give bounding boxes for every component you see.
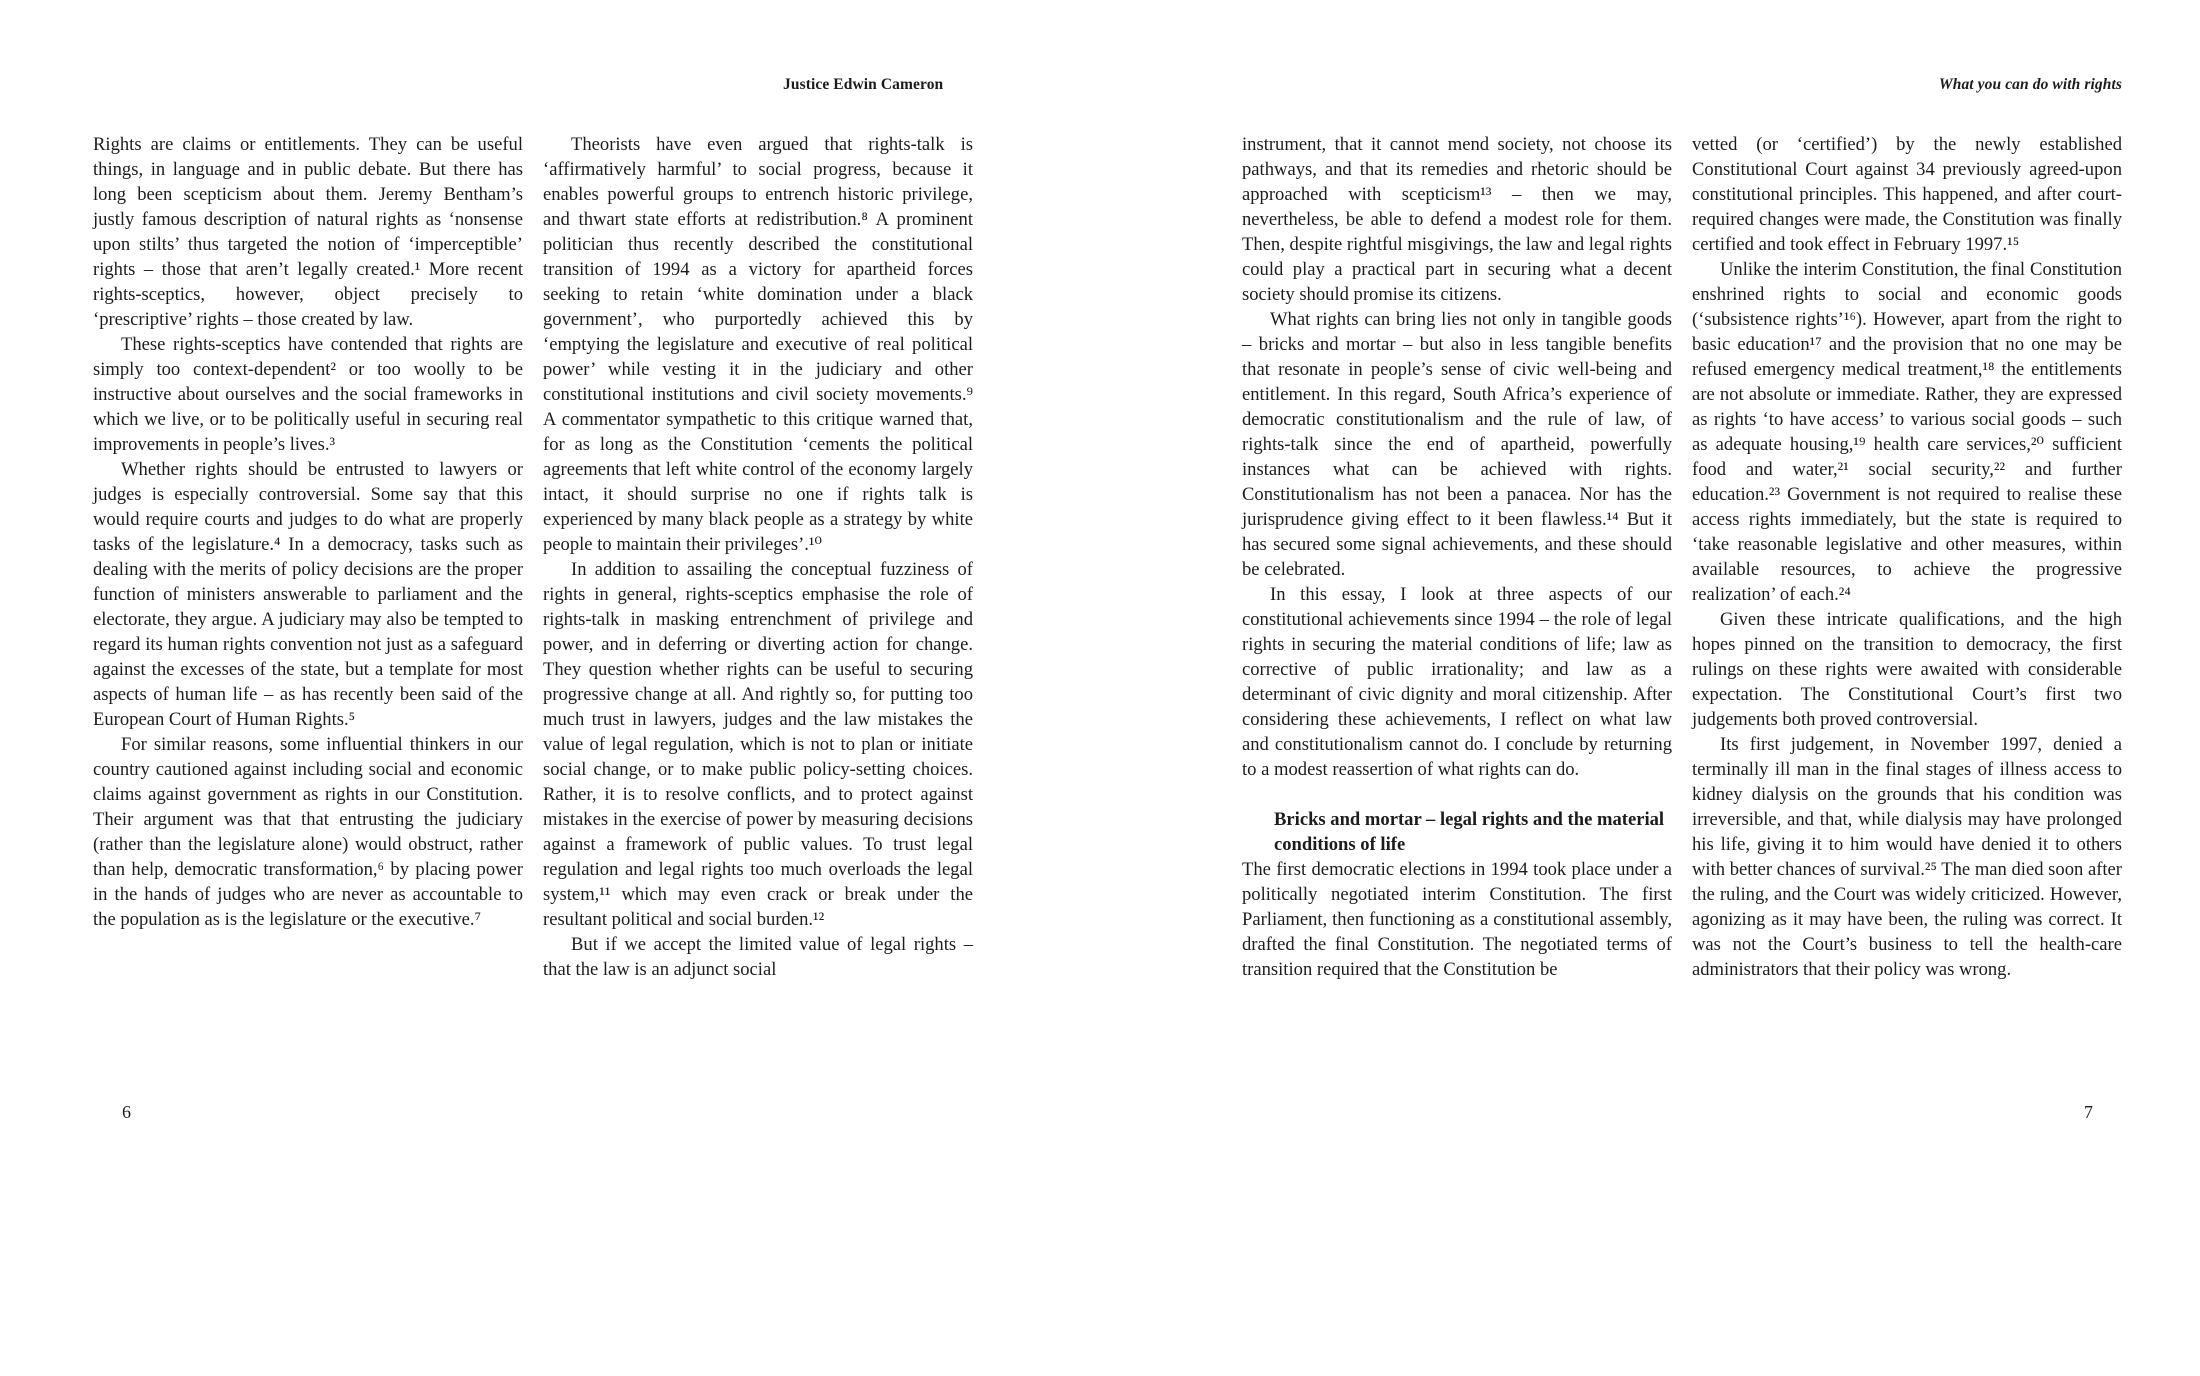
running-head: Justice Edwin Cameron xyxy=(783,76,944,93)
paragraph: What rights can bring lies not only in tangible goods – bricks and mortar – but also in less tangible benefits that resonate in people’s sense of civic well-being and entitlement. In this regard, South Africa’s experience of democratic constitutionalism and the rule of law, of rights-talk since the end of apartheid, powerfully instances what can be achieved with rights. Constitutionalism has not been a panacea. Nor has the jurisprudence giving effect to it been flawless.¹⁴ But it has secured some signal achievements, and these should be celebrated. xyxy=(1242,309,1672,580)
page-number: 7 xyxy=(2084,1102,2093,1122)
running-head: What you can do with rights xyxy=(1938,76,2122,93)
paragraph: These rights-sceptics have contended that rights are simply too context-dependent² or too woolly to be instructive about ourselves and the social frameworks in which we live, or to be politically useful in securing real improvements in people’s lives.³ xyxy=(93,334,523,455)
text-column-4 xyxy=(1692,132,2122,982)
paragraph: vetted (or ‘certified’) by the newly established Constitutional Court against 34 previously agreed-upon constitutional principles. This happened, and after court-required changes were made, the Constitution was finally certified and took effect in February 1997.¹⁵ xyxy=(1692,134,2122,255)
paragraph: Its first judgement, in November 1997, denied a terminally ill man in the final stages of illness access to kidney dialysis on the grounds that his condition was irreversible, and that, while dialysis may have prolonged his life, giving it to him would have denied it to others with better chances of survival.²⁵ The man died soon after the ruling, and the Court was widely criticized. However, agonizing as it may have been, the ruling was correct. It was not the Court’s business to tell the health-care administrators that their policy was wrong. xyxy=(1692,734,2122,980)
paragraph: Given these intricate qualifications, and the high hopes pinned on the transition to democracy, the first rulings on these rights were awaited with considerable expectation. The Constitutional Court’s first two judgements both proved controversial. xyxy=(1692,609,2122,730)
text-column-1 xyxy=(93,132,523,932)
text-column-3 xyxy=(1242,132,1672,982)
paragraph: Rights are claims or entitlements. They can be useful things, in language and in public debate. But there has long been scepticism about them. Jeremy Bentham’s justly famous description of natural rights as ‘nonsense upon stilts’ thus targeted the notion of ‘imperceptible’ rights – those that aren’t legally created.¹ More recent rights-sceptics, however, object precisely to ‘prescriptive’ rights – those created by law. xyxy=(93,134,523,330)
right-page xyxy=(1100,0,2200,1376)
section-heading: Bricks and mortar – legal rights and the material conditions of life xyxy=(1274,809,1665,855)
text-column-2 xyxy=(543,132,973,982)
paragraph: instrument, that it cannot mend society, not choose its pathways, and that its remedies and rhetoric should be approached with scepticism¹³ – then we may, nevertheless, be able to defend a modest role for them. Then, despite rightful misgivings, the law and legal rights could play a practical part in securing what a decent society should promise its citizens. xyxy=(1242,134,1672,305)
paragraph: Unlike the interim Constitution, the final Constitution enshrined rights to social and economic goods (‘subsistence rights’¹⁶). However, apart from the right to basic education¹⁷ and the provision that no one may be refused emergency medical treatment,¹⁸ the entitlements are not absolute or immediate. Rather, they are expressed as rights ‘to have access’ to various social goods – such as adequate housing,¹⁹ health care services,²⁰ sufficient food and water,²¹ social security,²² and further education.²³ Government is not required to realise these access rights immediately, but the state is required to ‘take reasonable legislative and other measures, within available resources, to achieve the progressive realization’ of each.²⁴ xyxy=(1692,259,2122,605)
paragraph: The first democratic elections in 1994 took place under a politically negotiated interim Constitution. The first Parliament, then functioning as a constitutional assembly, drafted the final Constitution. The negotiated terms of transition required that the Constitution be xyxy=(1242,859,1672,980)
paragraph: But if we accept the limited value of legal rights – that the law is an adjunct social xyxy=(543,934,973,980)
paragraph: In this essay, I look at three aspects of our constitutional achievements since 1994 – the role of legal rights in securing the material conditions of life; law as corrective of public irrationality; and law as a determinant of civic dignity and moral citizenship. After considering these achievements, I reflect on what law and constitutionalism cannot do. I conclude by returning to a modest reassertion of what rights can do. xyxy=(1242,584,1672,780)
page-number: 6 xyxy=(122,1102,131,1122)
paragraph: Theorists have even argued that rights-talk is ‘affirmatively harmful’ to social progress, because it enables powerful groups to entrench historic privilege, and thwart state efforts at redistribution.⁸ A prominent politician thus recently described the constitutional transition of 1994 as a victory for apartheid forces seeking to retain ‘white domination under a black government’, who purportedly achieved this by ‘emptying the legislature and executive of real political power’ while vesting it in the judiciary and other constitutional institutions and civil society movements.⁹ A commentator sympathetic to this critique warned that, for as long as the Constitution ‘cements the political agreements that left white control of the economy largely intact, it should surprise no one if rights talk is experienced by many black people as a strategy by white people to maintain their privileges’.¹⁰ xyxy=(543,134,973,555)
paragraph: For similar reasons, some influential thinkers in our country cautioned against including social and economic claims against government as rights in our Constitution. Their argument was that that entrusting the judiciary (rather than the legislature alone) would obstruct, rather than help, democratic transformation,⁶ by placing power in the hands of judges who are never as accountable to the population as is the legislature or the executive.⁷ xyxy=(93,734,523,930)
paragraph: Whether rights should be entrusted to lawyers or judges is especially controversial. Some say that this would require courts and judges to do what are properly tasks of the legislature.⁴ In a democracy, tasks such as dealing with the merits of policy decisions are the proper function of ministers answerable to parliament and the electorate, they argue. A judiciary may also be tempted to regard its human rights convention not just as a safeguard against the excesses of the state, but a template for most aspects of human life – as has recently been said of the European Court of Human Rights.⁵ xyxy=(93,459,523,730)
paragraph: In addition to assailing the conceptual fuzziness of rights in general, rights-sceptics emphasise the role of rights-talk in masking entrenchment of privilege and power, and in deferring or diverting action for change. They question whether rights can be useful to securing progressive change at all. And rightly so, for putting too much trust in lawyers, judges and the law mistakes the value of legal regulation, which is not to plan or initiate social change, or to make public policy-setting choices. Rather, it is to resolve conflicts, and to protect against mistakes in the exercise of power by measuring decisions against a framework of public values. To trust legal regulation and legal rights too much overloads the legal system,¹¹ which may even crack or break under the resultant political and social burden.¹² xyxy=(543,559,973,930)
